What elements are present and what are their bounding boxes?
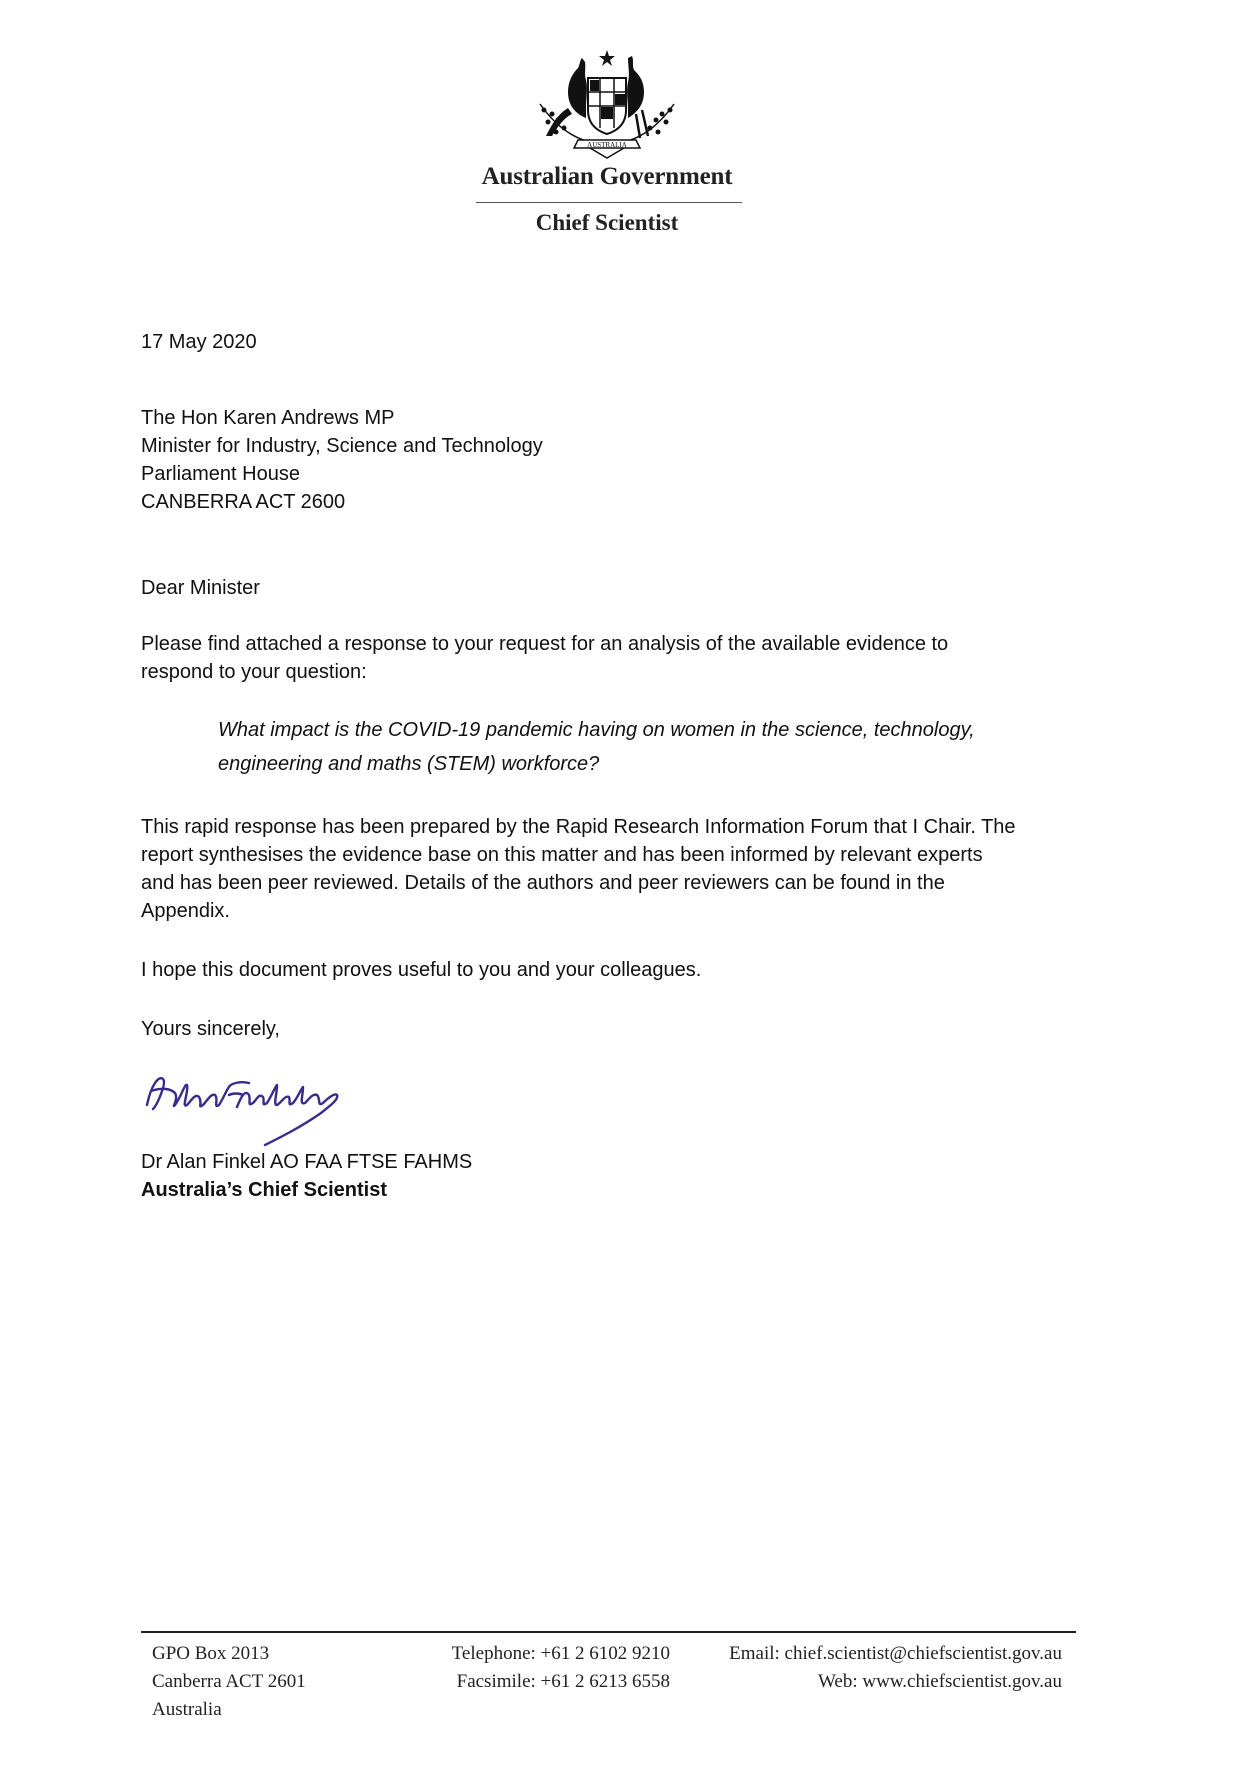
letterhead-divider [476,202,742,203]
recipient-address [141,404,1101,516]
paragraph-hope: I hope this document proves useful to you and your colleagues. [141,959,702,981]
salutation: Dear Minister [141,577,260,599]
footer-address-line: GPO Box 2013 [152,1643,270,1664]
question-line: engineering and maths (STEM) workforce? [218,753,600,775]
research-question [218,713,1098,781]
paragraph-line: Appendix. [141,900,230,922]
closing: Yours sincerely, [141,1018,280,1040]
footer-address [152,1640,392,1724]
signatory-title: Australia’s Chief Scientist [141,1179,387,1201]
letter-date: 17 May 2020 [141,331,257,353]
crest-scroll-text: AUSTRALIA [587,141,627,149]
recipient-line: Minister for Industry, Science and Technology [141,435,543,457]
signatory-name: Dr Alan Finkel AO FAA FTSE FAHMS [141,1151,473,1173]
question-line: What impact is the COVID-19 pandemic having on women in the science, technology, [218,719,975,741]
paragraph-line: respond to your question: [141,661,367,683]
office-name: Chief Scientist [535,210,679,235]
footer-email[interactable]: Email: chief.scientist@chiefscientist.gov.au [729,1643,1062,1664]
handwritten-signature [141,1065,381,1151]
paragraph-line: report synthesises the evidence base on this matter and has been informed by relevant experts [141,844,983,866]
recipient-line: The Hon Karen Andrews MP [141,407,395,429]
footer-address-line: Australia [152,1699,222,1720]
paragraph-intro [141,630,1101,686]
government-name: Australian Government [481,163,733,190]
paragraph-report [141,813,1101,925]
footer-divider [141,1631,1076,1633]
coat-of-arms-icon [528,48,686,160]
footer-online [680,1640,1062,1696]
footer-telephone: Telephone: +61 2 6102 9210 [451,1643,670,1664]
recipient-line: Parliament House [141,463,300,485]
recipient-line: CANBERRA ACT 2600 [141,491,346,513]
paragraph-line: and has been peer reviewed. Details of the authors and peer reviewers can be found in the [141,872,945,894]
footer-web[interactable]: Web: www.chiefscientist.gov.au [818,1671,1062,1692]
paragraph-line: Please find attached a response to your request for an analysis of the available evidence to [141,633,949,655]
footer-facsimile: Facsimile: +61 2 6213 6558 [456,1671,670,1692]
paragraph-line: This rapid response has been prepared by the Rapid Research Information Forum that I Chair. The [141,816,1016,838]
footer-phone [400,1640,670,1696]
footer-address-line: Canberra ACT 2601 [152,1671,306,1692]
